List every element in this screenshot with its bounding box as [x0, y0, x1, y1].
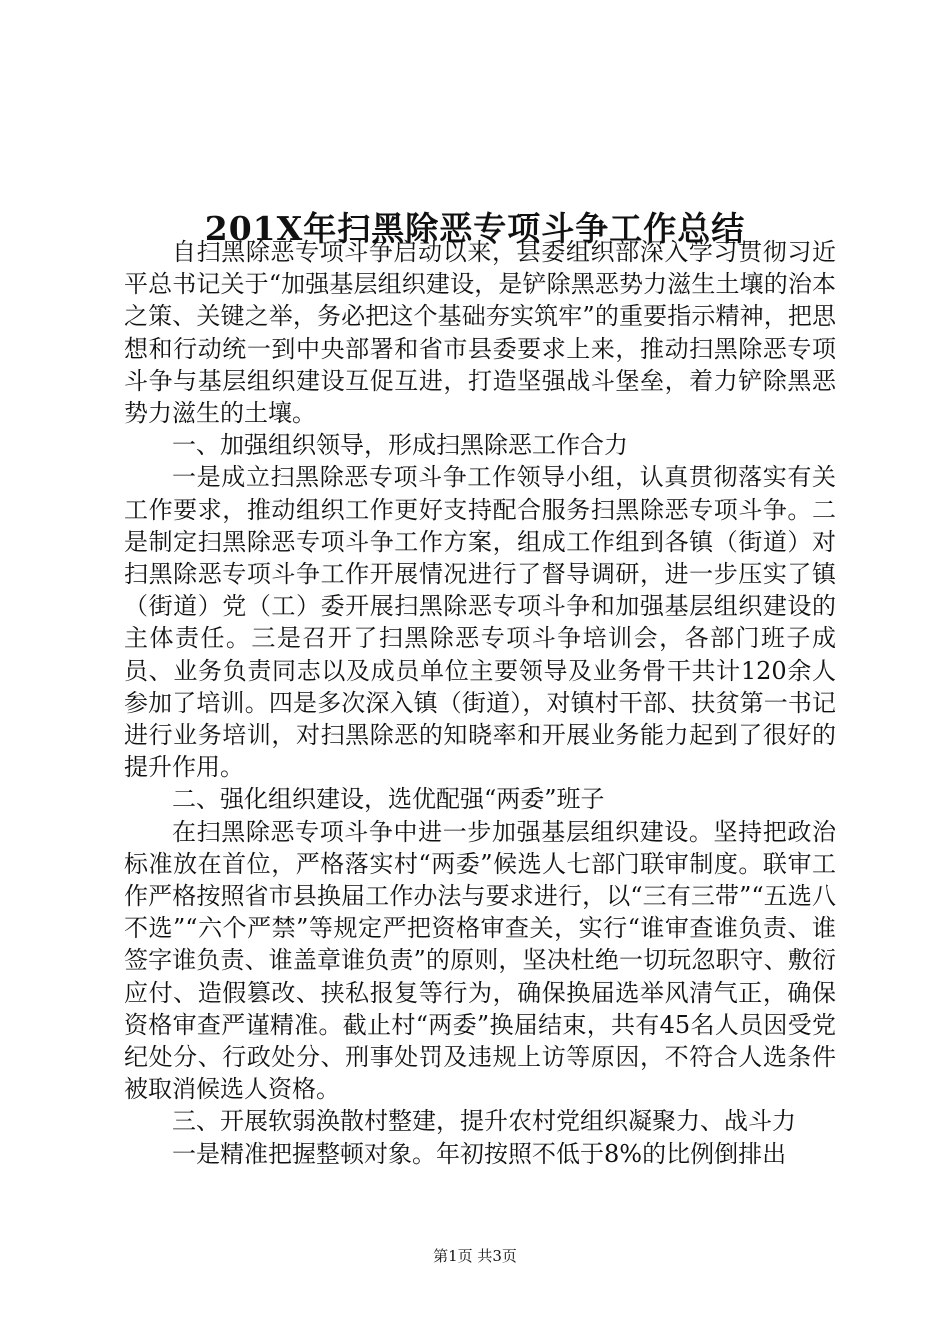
paragraph-section-2: 在扫黑除恶专项斗争中进一步加强基层组织建设。坚持把政治标准放在首位，严格落实村“两委”候选人七部门联审制度。联审工作严格按照省市县换届工作办法与要求进行，以“三有三带”“五选八不选”“六个严禁”等规定严把资格审查关，实行“谁审查谁负责、谁签字谁负责、谁盖章谁负责”的原则，坚决杜绝一切玩忽职守、敷衍应付、造假篡改、挟私报复等行为，确保换届选举风清气正，确保资格审查严谨精准。截止村“两委”换届结束，共有45名人员因受党纪处分、行政处分、刑事处罚及违规上访等原因，不符合人选条件被取消候选人资格。 [124, 817, 836, 1104]
section-heading-3: 三、开展软弱涣散村整建，提升农村党组织凝聚力、战斗力 [172, 1107, 796, 1136]
section-heading-2: 二、强化组织建设，选优配强“两委”班子 [172, 785, 605, 814]
document-body [124, 236, 836, 1170]
page-number-footer: 第1页 共3页 [433, 1247, 517, 1265]
document-title: 201X年扫黑除恶专项斗争工作总结 [204, 209, 746, 249]
paragraph-section-1: 一是成立扫黑除恶专项斗争工作领导小组，认真贯彻落实有关工作要求，推动组织工作更好支持配合服务扫黑除恶专项斗争。二是制定扫黑除恶专项斗争工作方案，组成工作组到各镇（街道）对扫黑除恶专项斗争工作开展情况进行了督导调研，进一步压实了镇（街道）党（工）委开展扫黑除恶专项斗争和加强基层组织建设的主体责任。三是召开了扫黑除恶专项斗争培训会，各部门班子成员、业务负责同志以及成员单位主要领导及业务骨干共计120余人参加了培训。四是多次深入镇（街道），对镇村干部、扶贫第一书记进行业务培训，对扫黑除恶的知晓率和开展业务能力起到了很好的提升作用。 [124, 463, 836, 782]
paragraph-intro: 自扫黑除恶专项斗争启动以来，县委组织部深入学习贯彻习近平总书记关于“加强基层组织建设，是铲除黑恶势力滋生土壤的治本之策、关键之举，务必把这个基础夯实筑牢”的重要指示精神，把思想和行动统一到中央部署和省市县委要求上来，推动扫黑除恶专项斗争与基层组织建设互促互进，打造坚强战斗堡垒，着力铲除黑恶势力滋生的土壤。 [124, 238, 836, 428]
section-heading-1: 一、加强组织领导，形成扫黑除恶工作合力 [172, 431, 628, 460]
paragraph-section-3: 一是精准把握整顿对象。年初按照不低于8%的比例倒排出 [172, 1139, 787, 1168]
